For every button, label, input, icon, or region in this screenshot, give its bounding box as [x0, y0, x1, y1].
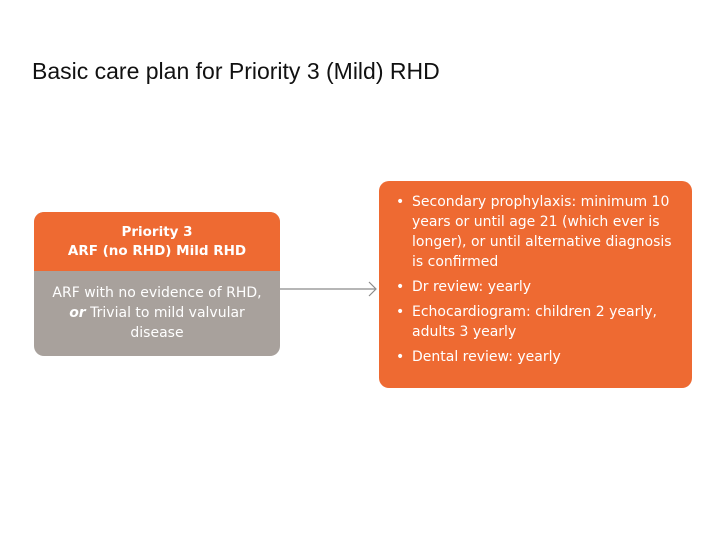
description-part-1: ARF with no evidence of RHD, — [52, 285, 262, 301]
care-plan-item: • Dr review: yearly — [396, 277, 682, 297]
description-or: or — [69, 305, 86, 321]
care-plan-card — [379, 181, 692, 388]
priority-card-header — [34, 212, 280, 271]
connector-arrow — [280, 280, 380, 300]
description-part-2: Trivial to mild valvular disease — [85, 305, 245, 341]
priority-condition-label: ARF (no RHD) Mild RHD — [67, 243, 247, 259]
priority-card — [34, 212, 280, 356]
priority-level-label: Priority 3 — [121, 224, 193, 240]
slide-title: Basic care plan for Priority 3 (Mild) RHD — [32, 58, 440, 84]
care-plan-item: • Echocardiogram: children 2 yearly, adults 3 yearly — [396, 302, 682, 342]
care-plan-item: • Dental review: yearly — [396, 347, 682, 367]
priority-card-description — [34, 271, 280, 343]
care-plan-list — [396, 192, 682, 367]
care-plan-item: • Secondary prophylaxis: minimum 10 years or until age 21 (which ever is longer), or until alternative diagnosis is confirmed — [396, 192, 682, 272]
